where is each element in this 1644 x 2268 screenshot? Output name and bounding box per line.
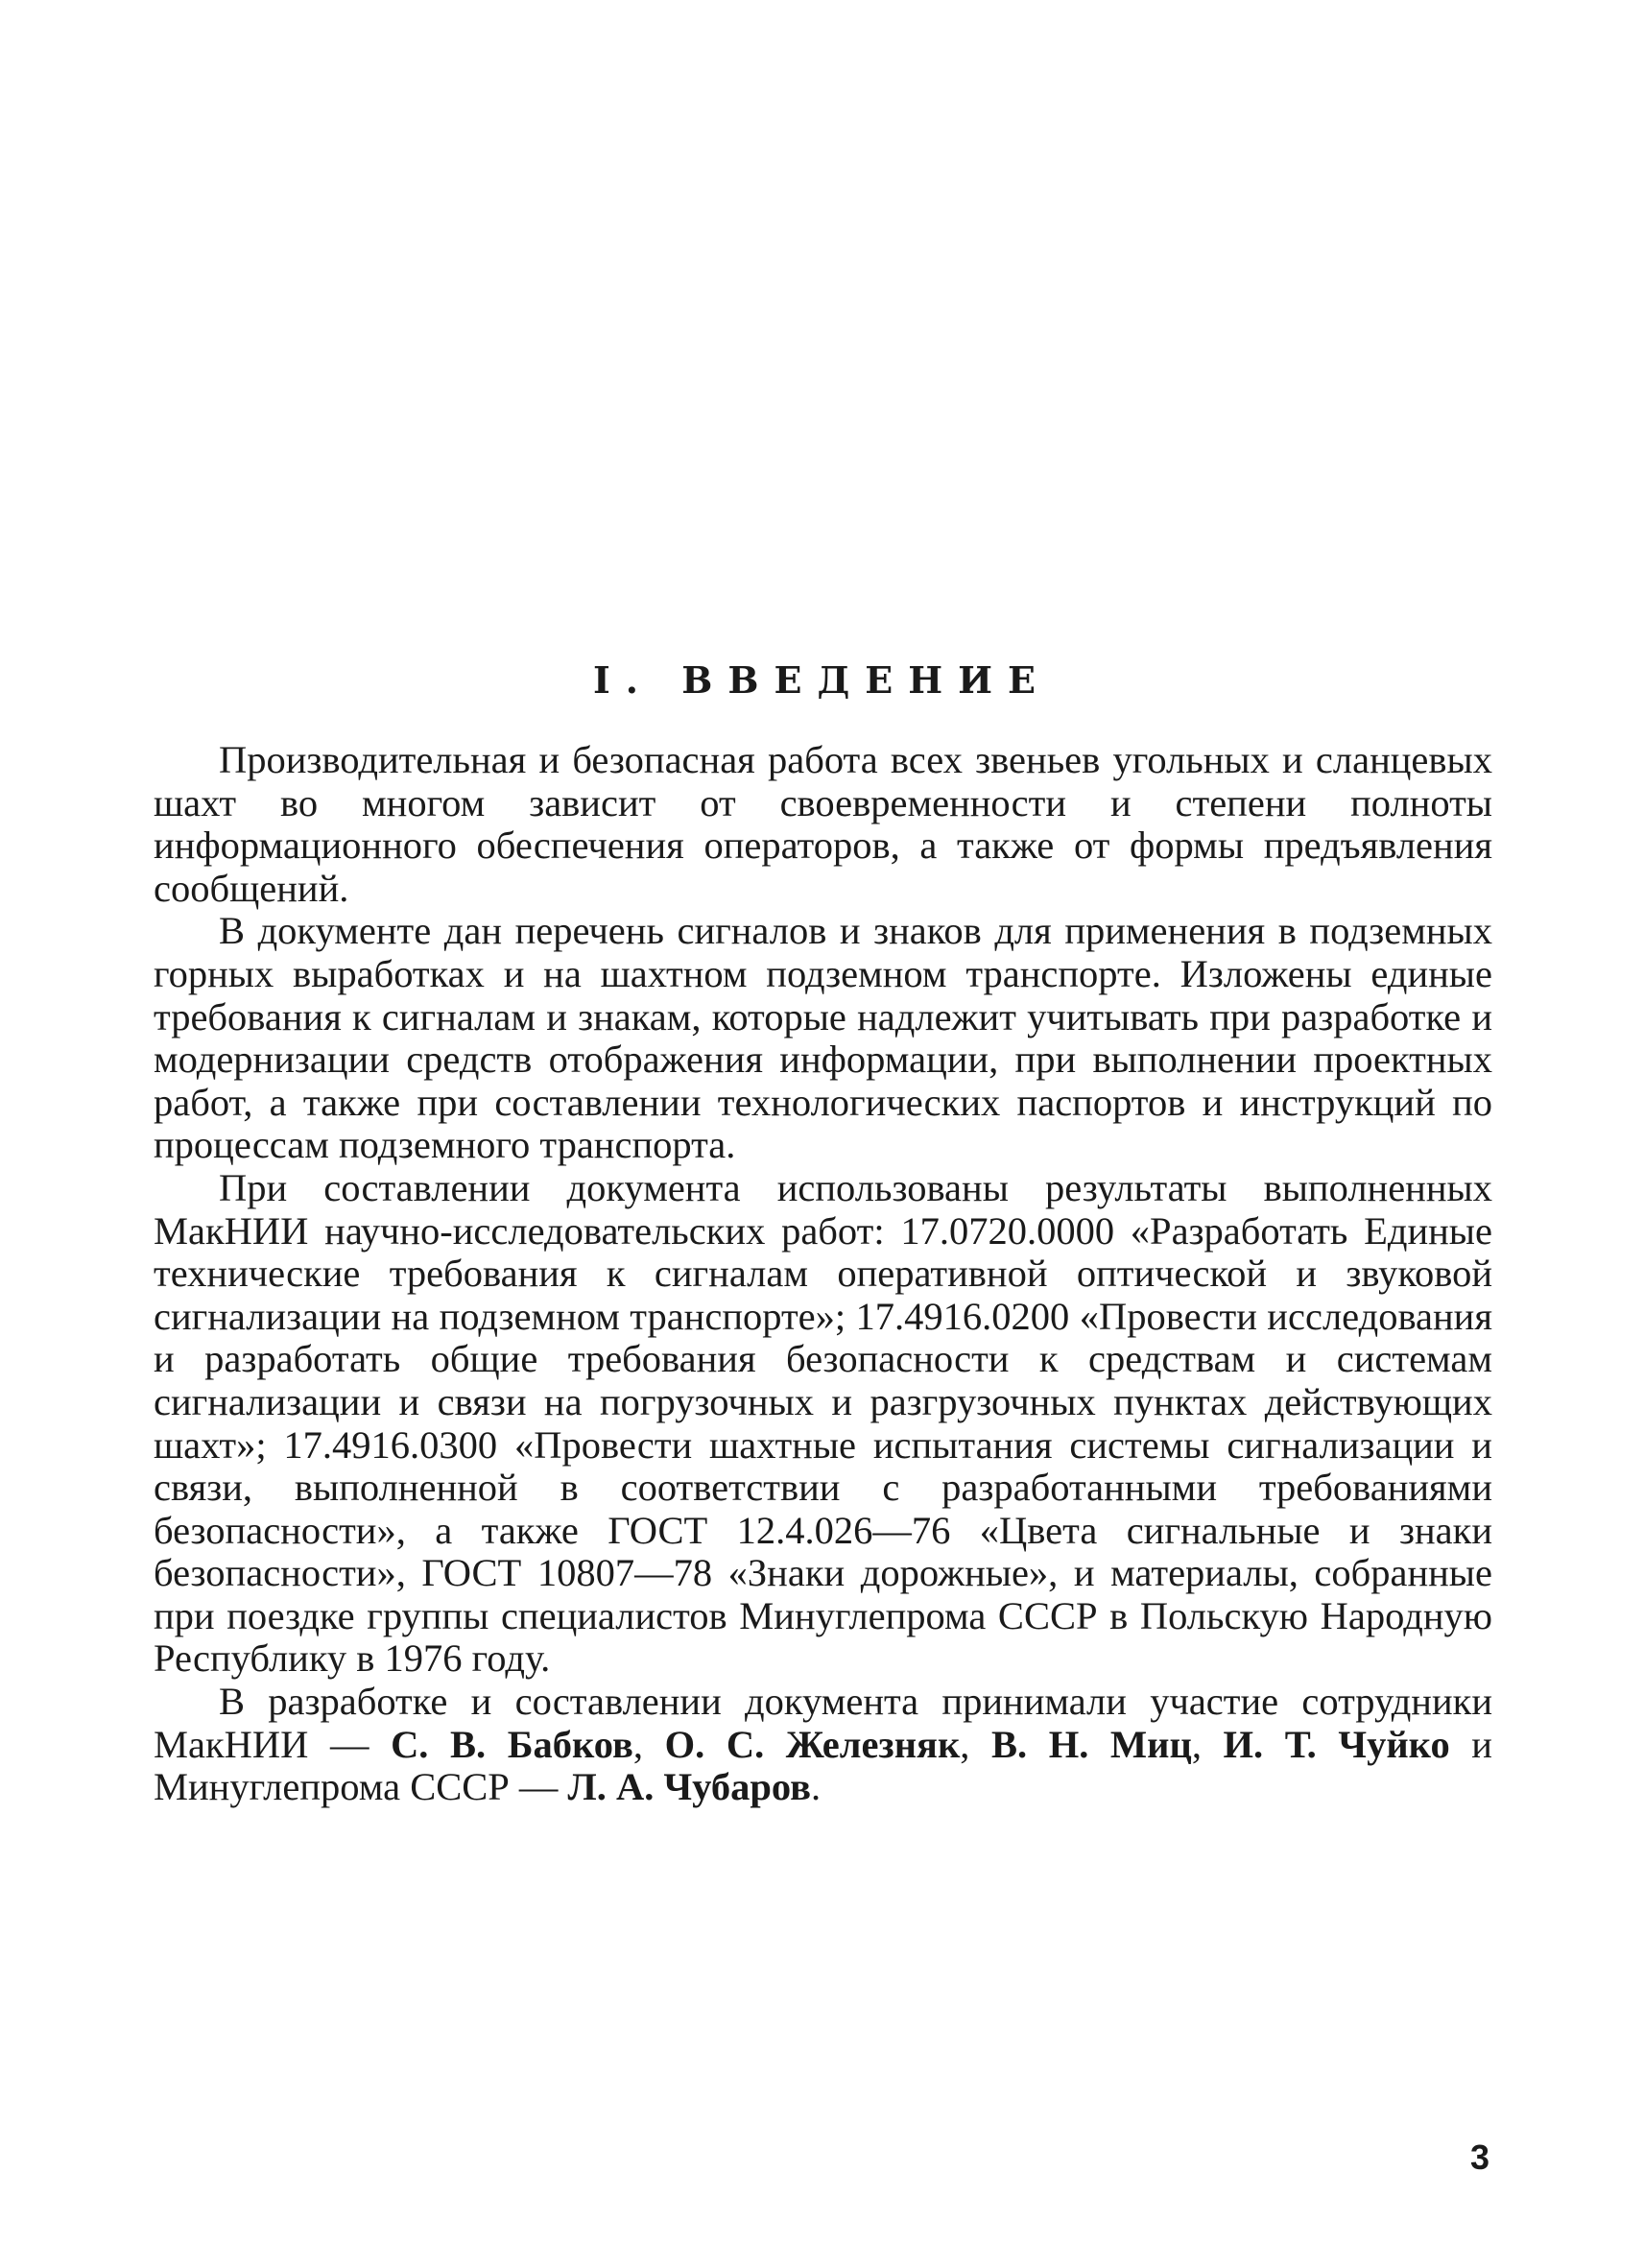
participants-middle: и Минуглепрома СССР — (154, 1722, 1492, 1809)
participant-name: Л. А. Чубаров (567, 1765, 812, 1809)
paragraph-scope: В документе дан перечень сигналов и знаков для применения в подземных горных выработках и на шахтном подземном транспорте. Изложены единые требования к сигналам и знакам, которые надлежит учитывать при разработке и модернизации средств отображения информации, при выполнении проектных работ, а также при составлении технологических паспортов и инструкций по процессам подземного транспорта. (154, 909, 1492, 1167)
participant-name: В. Н. Миц (991, 1722, 1192, 1766)
participants-end: . (811, 1765, 822, 1809)
participants-separator: , (1191, 1722, 1224, 1766)
participant-name: О. С. Железняк (664, 1722, 961, 1766)
paragraph-sources: При составлении документа использованы результаты выполненных МакНИИ научно-исследовательских работ: 17.0720.0000 «Разработать Единые технические требования к сигналам оперативной оптической и звуковой сигнализации на подземном транспорте»; 17.4916.0200 «Провести исследования и разработать общие требования безопасности к средствам и системам сигнализации и связи на погрузочных и разгрузочных пунктах действующих шахт»; 17.4916.0300 «Провести шахтные испытания системы сигнализации и связи, выполненной в соответствии с разработанными требованиями безопасности», а также ГОСТ 12.4.026—76 «Цвета сигнальные и знаки безопасности», ГОСТ 10807—78 «Знаки дорожные», и материалы, собранные при поездке группы специалистов Минуглепрома СССР в Польскую Народную Республику в 1976 году. (154, 1165, 1492, 1681)
participants-intro: В разработке и составлении документа принимали участие сотрудники МакНИИ — (154, 1680, 1492, 1766)
section-body (154, 739, 1492, 1809)
paragraph-participants (154, 1681, 1492, 1809)
participant-name: И. Т. Чуйко (1223, 1722, 1450, 1766)
participants-separator: , (960, 1722, 991, 1766)
participant-name: С. В. Бабков (391, 1722, 633, 1766)
page-number: 3 (1469, 2137, 1489, 2177)
paragraph-intro: Производительная и безопасная работа всех звеньев угольных и сланцевых шахт во многом зависит от своевременности и степени полноты информационного обеспечения операторов, а также от формы предъявления сообщений. (154, 738, 1492, 910)
section-heading: I. ВВЕДЕНИЕ (593, 658, 1051, 702)
participants-separator: , (632, 1722, 665, 1766)
